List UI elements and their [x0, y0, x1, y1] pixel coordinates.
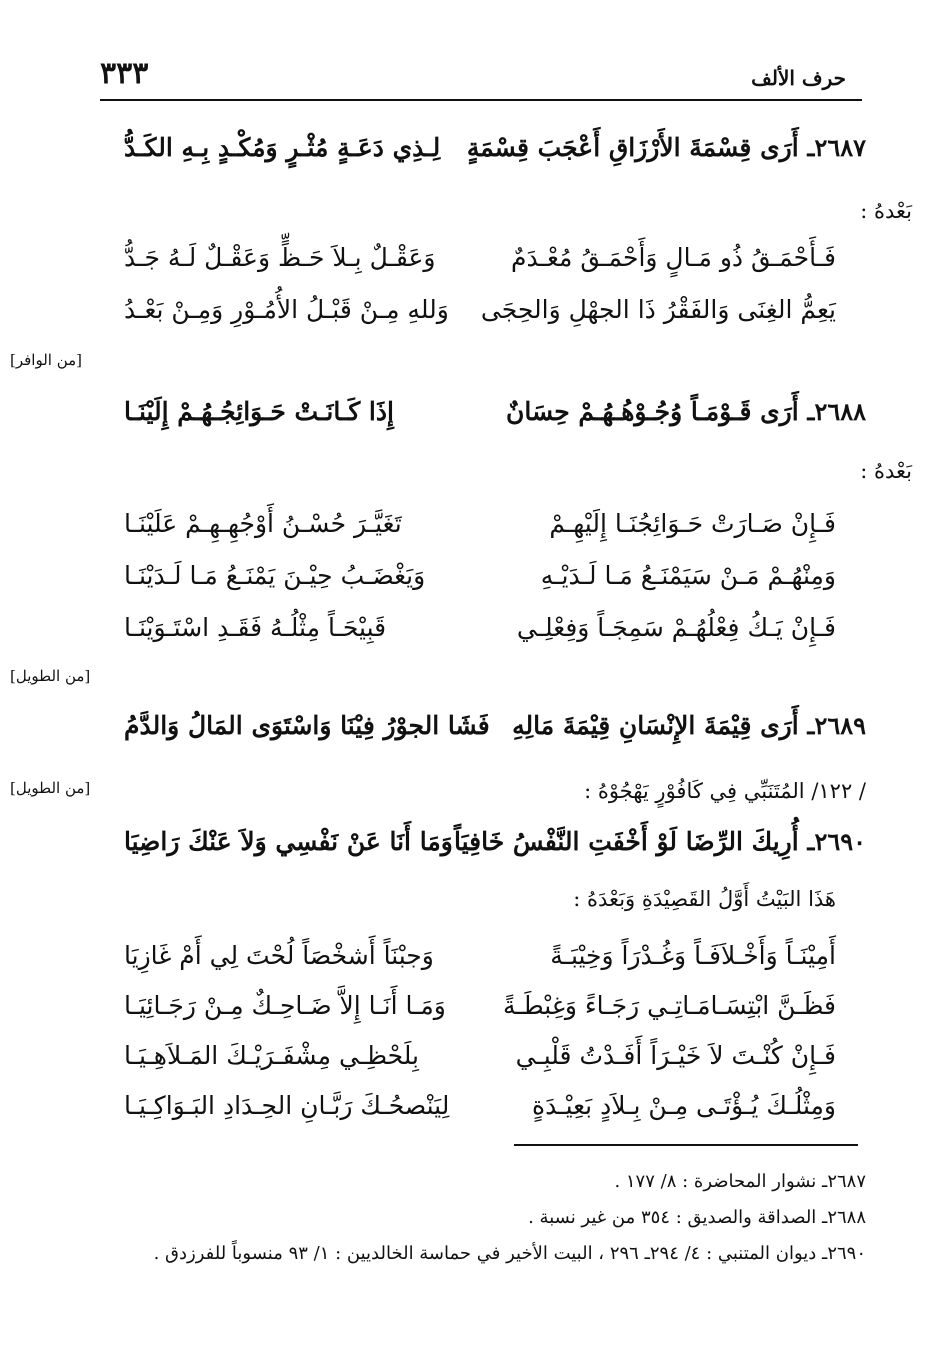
footnote-rule — [514, 1144, 858, 1146]
page-header — [100, 56, 846, 96]
after-note: بَعْدهُ : — [860, 459, 912, 483]
footnote-number: ٢٦٨٨ـ — [822, 1207, 866, 1228]
verse-row — [100, 1036, 866, 1076]
footnote-text: الصداقة والصديق : ٣٥٤ من غير نسبة . — [528, 1207, 817, 1228]
second-hemistich: تَغَيَّـرَ حُسْـنُ أَوْجُهِـهِـمْ عَلَيْنَـا — [124, 509, 402, 538]
verse-line — [100, 392, 866, 432]
first-hemistich: فَـأَحْمَـقُ ذُو مَـالٍ وَأَحْمَـقُ مُعْـدَمٌ — [511, 243, 836, 272]
footnote — [614, 1168, 866, 1196]
hemistich-text: أَرَى قَـوْمَـاً وُجُـوْهُـهُـمْ حِسَانٌ — [505, 397, 799, 426]
footnote — [88, 1240, 866, 1268]
verse-line — [100, 706, 866, 746]
second-hemistich: وَجبْنَاً أَشخْصَاً لُحْتَ لِي أَمْ غَازِيَا — [124, 941, 434, 970]
first-hemistich — [512, 706, 866, 746]
first-hemistich: يَعِمُّ الغِنَى وَالفَقْرُ ذَا الجهْلِ وَالحِجَى — [480, 295, 836, 324]
first-hemistich: أَمِيْنَـاً وَأَخْـلاَفَـاً وَغُـدْرَاً وَخِيْبَـةً — [550, 941, 836, 970]
verse-row — [100, 556, 866, 596]
first-hemistich: وَمِنْهُـمْ مَـنْ سَيَمْنَـعُ مَـا لَـدَيْـهِ — [540, 561, 836, 590]
first-hemistich — [506, 392, 866, 432]
first-hemistich: فَـإِنْ كُنْـتَ لاَ خَيْـرَاً أَفَـدْتُ قَلْبِـي — [515, 1041, 836, 1070]
verse-line — [100, 822, 866, 862]
entry-number: ٢٦٨٧ـ — [807, 133, 866, 162]
verse-row — [100, 936, 866, 976]
footnote-number: ٢٦٩٠ـ — [822, 1243, 866, 1264]
footnote — [528, 1204, 866, 1232]
second-hemistich: إِذَا كَـانَـتْ حَـوَائِجُـهُـمْ إِلَيْنَـا — [124, 397, 394, 426]
poet-intro: / ١٢٢/ المُتَنَبِّي فِي كَافُوْرٍ يَهْجُوْهُ : — [584, 779, 866, 803]
first-hemistich — [467, 128, 866, 168]
first-hemistich: وَمِثْلُـكَ يُـؤْتَـى مِـنْ بِـلاَدٍ بَعِيْـدَةٍ — [532, 1091, 836, 1120]
verse-row — [100, 504, 866, 544]
verse-row — [100, 986, 866, 1026]
verse-row — [100, 608, 866, 648]
after-note: هَذَا البَيْتُ أَوَّلُ القَصِيْدَةِ وَبَعْدَهُ : — [573, 887, 836, 911]
second-hemistich: فَشَا الجوْرُ فِيْنَا وَاسْتَوَى المَالُ وَالدَّمُ — [124, 711, 490, 740]
first-hemistich: فَـإِنْ صَـارَتْ حَـوَائِجُنَـا إِلَيْهِـمْ — [549, 509, 836, 538]
after-note: بَعْدهُ : — [860, 199, 912, 223]
hemistich-text: أَرَى قِسْمَةَ الأَرْزَاقِ أَعْجَبَ قِسْمَةٍ — [466, 133, 799, 162]
verse-row — [100, 1086, 866, 1126]
second-hemistich: لِـذِي دَعَـةٍ مُثْـرٍ وَمُكْـدٍ بِـهِ الكَـدُّ — [124, 133, 441, 162]
second-hemistich: بِلَحْظِـي مِشْفَـرَيْـكَ المَـلاَهِـيَـا — [124, 1041, 419, 1070]
footnote-text: نشوار المحاضرة : ٨/ ١٧٧ . — [614, 1171, 817, 1192]
hemistich-text: أَرَى قِيْمَةَ الإِنْسَانِ قِيْمَةَ مَالِهِ — [512, 711, 799, 740]
hemistich-text: أُرِيكَ الرِّضَا لَوْ أَخْفَتِ النَّفْسُ خَافِيَاً — [453, 827, 799, 856]
verse-row — [100, 238, 866, 278]
second-hemistich: وَمَا أَنَا عَنْ نَفْسِي وَلاَ عَنْكَ رَاضِيَا — [124, 827, 453, 856]
entry-number: ٢٦٨٨ـ — [807, 397, 866, 426]
second-hemistich: وَيَغْضَـبُ حِيْـنَ يَمْنَـعُ مَـا لَـدَيْنَـا — [124, 561, 426, 590]
section-title: حرف الألف — [751, 66, 846, 90]
entry-number: ٢٦٨٩ـ — [807, 711, 866, 740]
meter-label: [من الطويل] — [10, 667, 91, 685]
page-number: ٣٣٣ — [100, 56, 149, 91]
verse-row — [100, 290, 866, 330]
footnote-number: ٢٦٨٧ـ — [822, 1171, 866, 1192]
verse-line — [100, 128, 866, 168]
header-rule — [100, 99, 862, 101]
second-hemistich: وَللهِ مِـنْ قَبْـلُ الأُمُـوْرِ وَمِـنْ بَعْـدُ — [124, 295, 449, 324]
first-hemistich: فَظَـنَّ ابْتِسَـامَـاتِـي رَجَـاءً وَغِبْطَـةً — [503, 991, 836, 1020]
second-hemistich: وَمَـا أَنَـا إِلاَّ ضَـاحِـكٌ مِـنْ رَجَـائِيَـا — [124, 991, 446, 1020]
meter-label: [من الوافر] — [10, 351, 83, 369]
first-hemistich — [454, 822, 866, 862]
second-hemistich: وَعَقْـلٌ بِـلاَ حَـظٍّ وَعَقْـلٌ لَـهُ جَـدُّ — [124, 243, 436, 272]
meter-label: [من الطويل] — [10, 779, 91, 797]
first-hemistich: فَـإِنْ يَـكُ فِعْلُهُـمْ سَمِجَـاً وَفِعْلِـي — [516, 613, 836, 642]
footnote-text: ديوان المتنبي : ٤/ ٢٩٤ـ ٢٩٦ ، البيت الأخير في حماسة الخالديين : ١/ ٩٣ منسوباً للفرزدق . — [153, 1243, 817, 1264]
second-hemistich: لِيَنْصحُـكَ رَبَّـانِ الحِـدَادِ البَـوَاكِـيَـا — [124, 1091, 450, 1120]
entry-number: ٢٦٩٠ـ — [807, 827, 866, 856]
second-hemistich: قَبِيْحَـاً مِثْلُـهُ فَقَـدِ اسْتَـوَيْنَـا — [124, 613, 387, 642]
